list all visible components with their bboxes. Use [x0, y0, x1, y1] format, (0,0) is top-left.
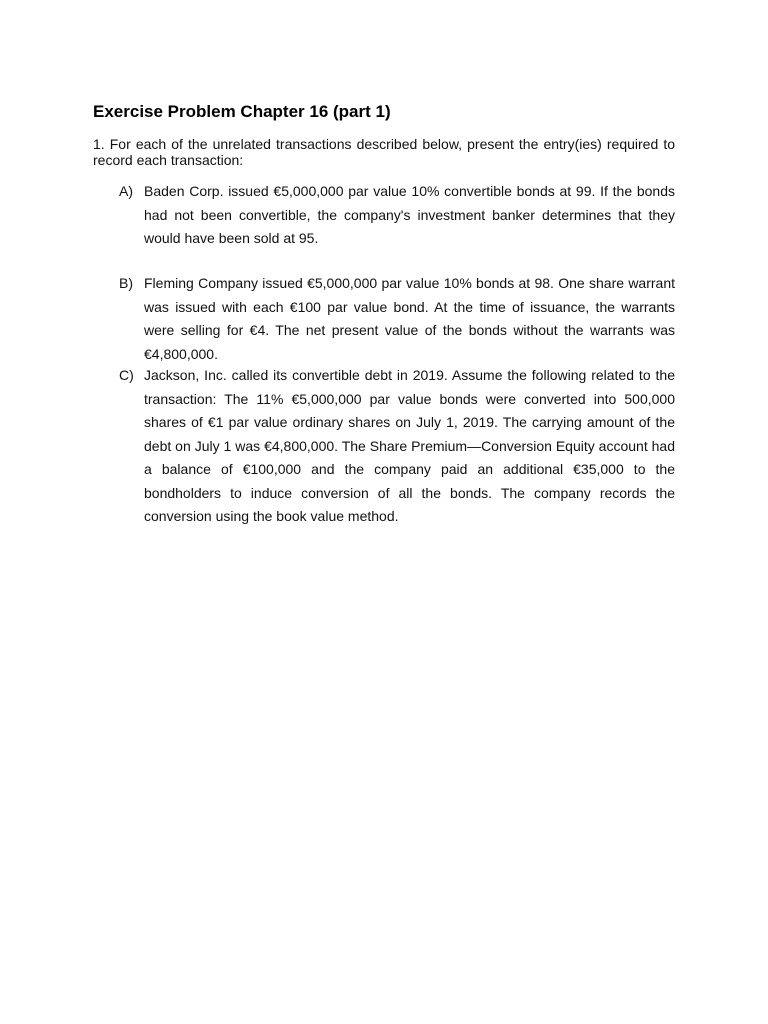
item-text-c: Jackson, Inc. called its convertible debt in 2019. Assume the following related to the transaction: The 11% €5,000,000 par value bonds were converted into 500,000 shares of €1 par value ordinary shares on July 1, 2019. The carrying amount of the debt on July 1 was €4,800,000. The Share Premium—Conversion Equity account had a balance of €100,000 and the company paid an additional €35,000 to the bondholders to induce conversion of all the bonds. The company records the conversion using the book value method. [144, 367, 675, 524]
item-text-a: Baden Corp. issued €5,000,000 par value 10% convertible bonds at 99. If the bonds had not been convertible, the company's investment banker determines that they would have been sold at 95. [144, 183, 675, 246]
document-title: Exercise Problem Chapter 16 (part 1) [93, 102, 391, 121]
item-text-b: Fleming Company issued €5,000,000 par value 10% bonds at 98. One share warrant was issued with each €100 par value bond. At the time of issuance, the warrants were selling for €4. The net present value of the bonds without the warrants was €4,800,000. [144, 275, 675, 362]
item-marker-c: C) [119, 367, 134, 383]
item-marker-b: B) [119, 275, 133, 291]
intro-paragraph: 1. For each of the unrelated transactions described below, present the entry(ies) required to record each transaction: [93, 136, 675, 168]
item-marker-a: A) [119, 183, 133, 199]
